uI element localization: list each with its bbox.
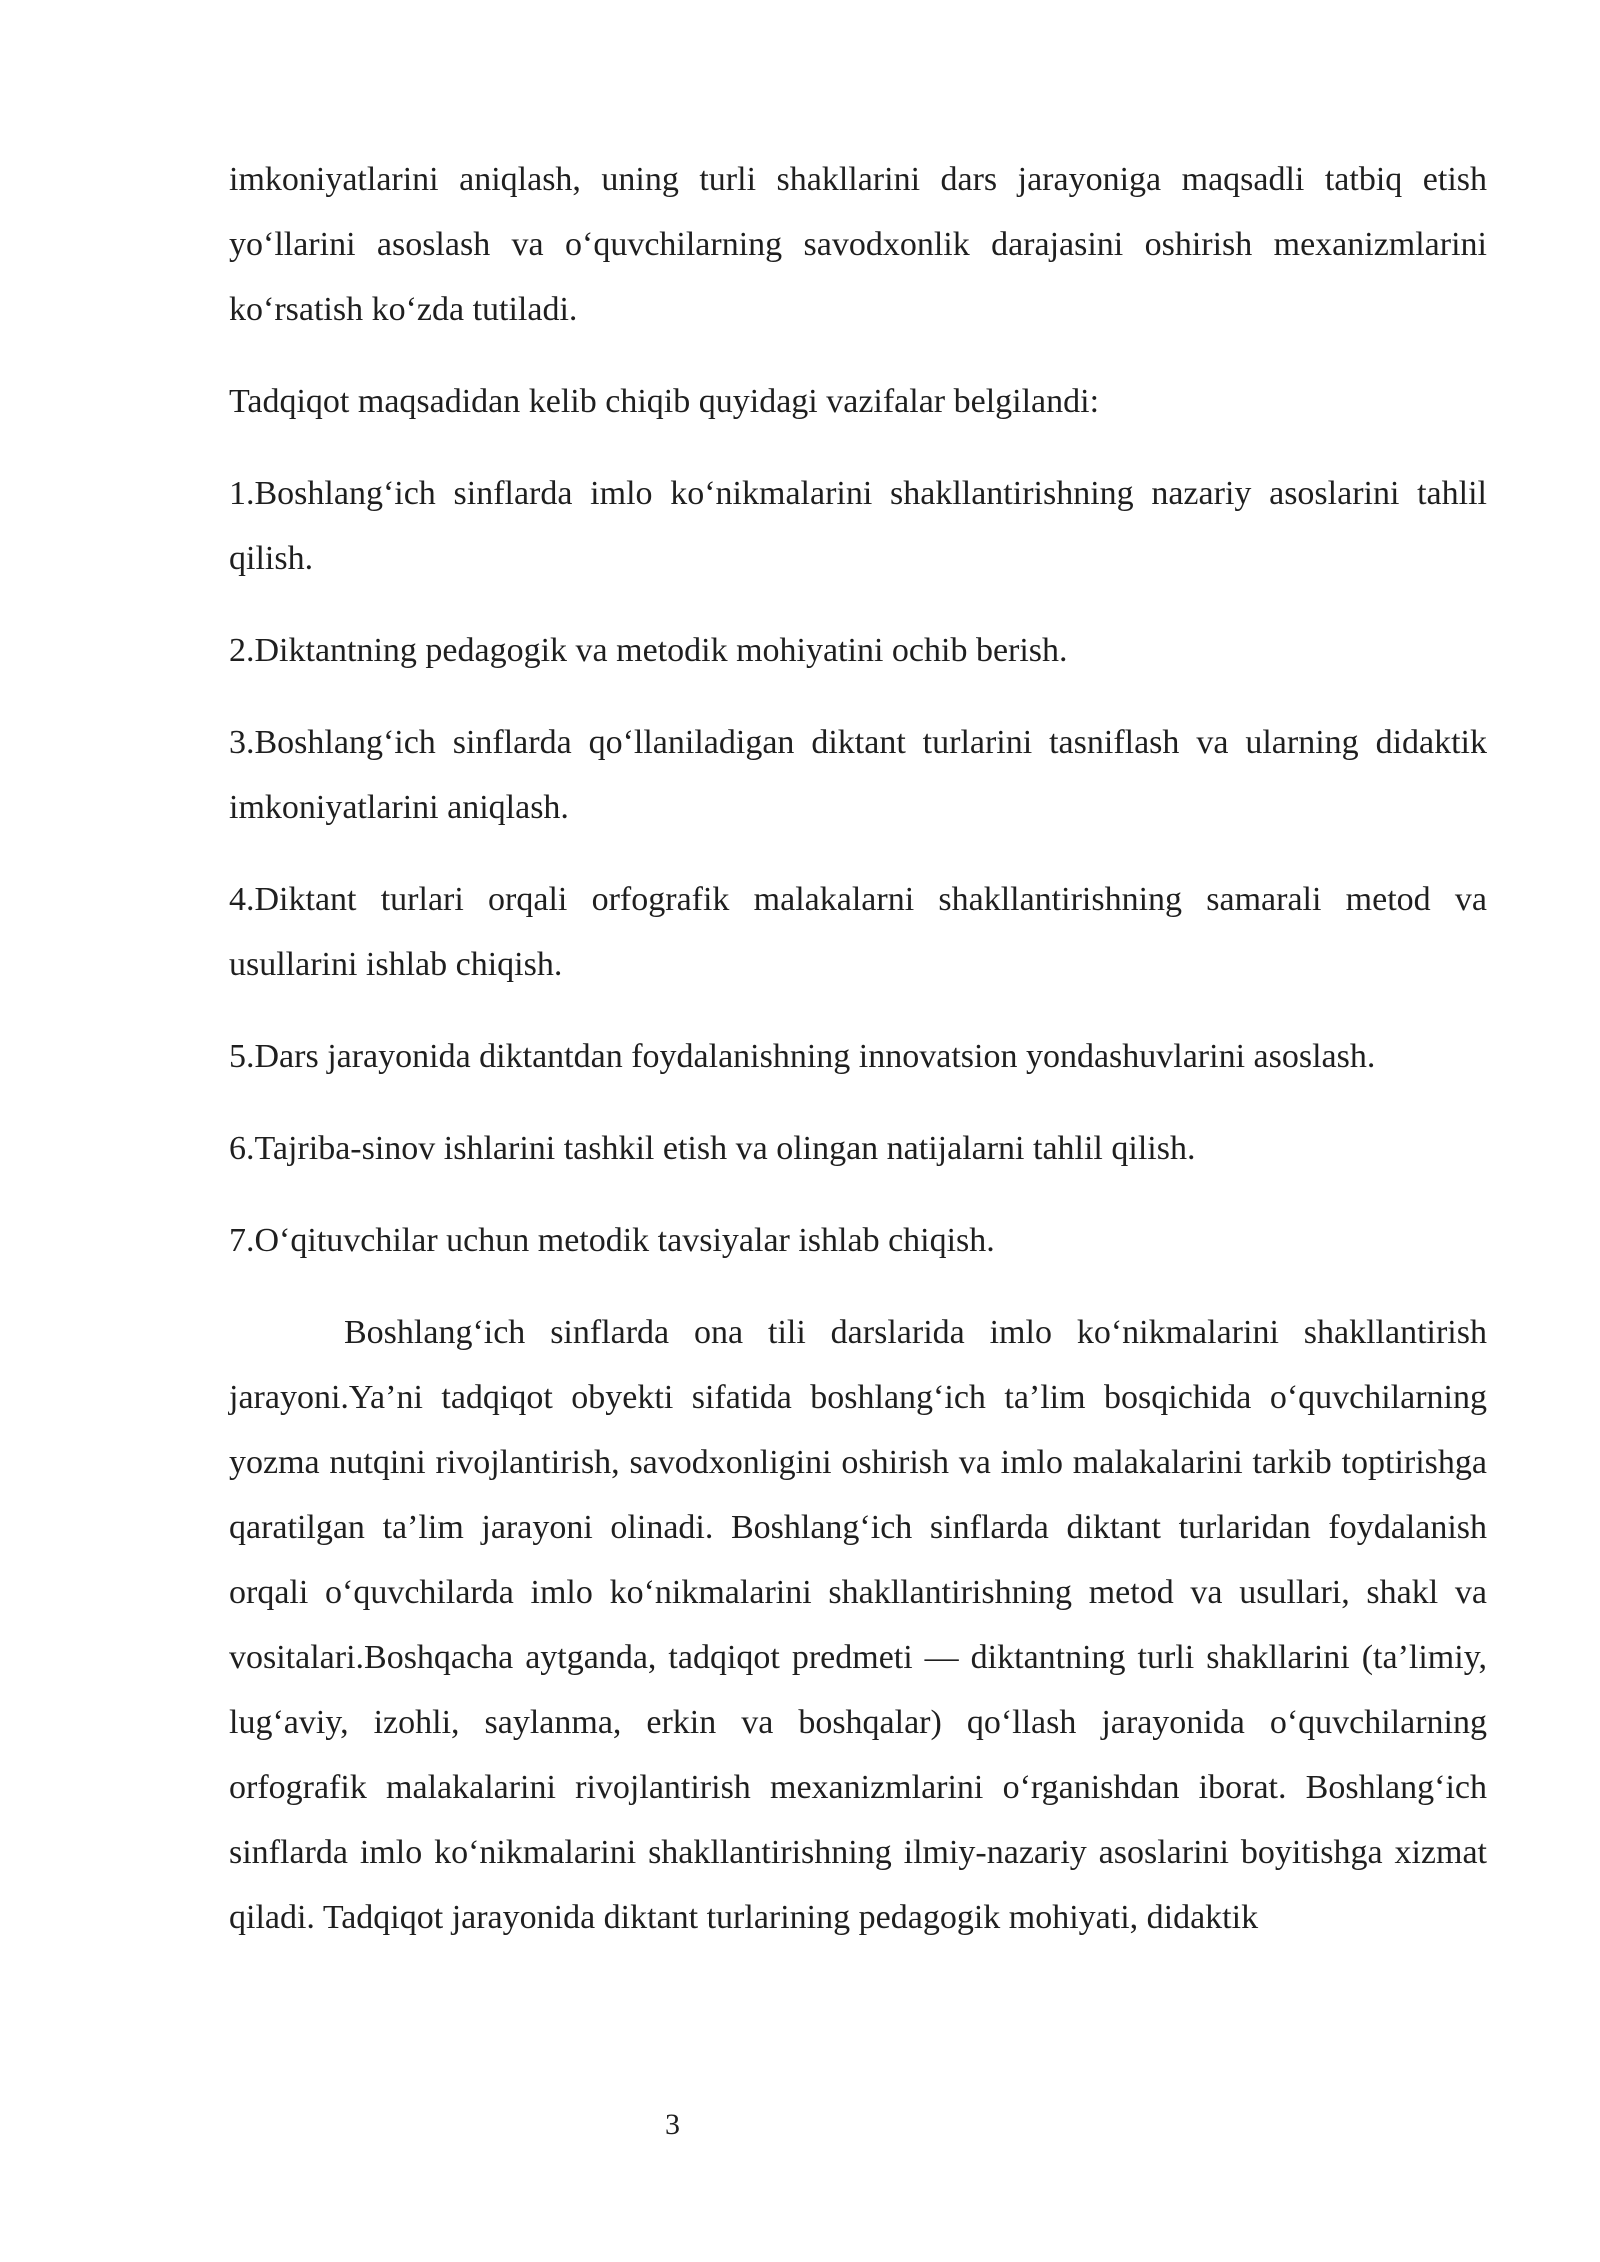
task-item-7: 7.O‘qituvchilar uchun metodik tavsiyalar ishlab chiqish.: [229, 1222, 995, 1259]
body-paragraph: Boshlang‘ich sinflarda ona tili darslarida imlo ko‘nikmalarini shakllantirish jarayoni.Ya’ni tadqiqot obyekti sifatida boshlang‘ich ta’lim bosqichida o‘quvchilarning yozma nutqini rivojlantirish, savodxonligini oshirish va imlo malakalarini tarkib toptirishga qaratilgan ta’lim jarayoni olinadi. Boshlang‘ich sinflarda diktant turlaridan foydalanish orqali o‘quvchilarda imlo ko‘nikmalarini shakllantirishning metod va usullari, shakl va vositalari.Boshqacha aytganda, tadqiqot predmeti — diktantning turli shakllarini (ta’limiy, lug‘aviy, izohli, saylanma, erkin va boshqalar) qo‘llash jarayonida o‘quvchilarning orfografik malakalarini rivojlantirish mexanizmlarini o‘rganishdan iborat. Boshlang‘ich sinflarda imlo ko‘nikmalarini shakllantirishning ilmiy-nazariy asoslarini boyitishga xizmat qiladi. Tadqiqot jarayonida diktant turlarining pedagogik mohiyati, didaktik: [229, 1314, 1487, 1936]
task-item-5: 5.Dars jarayonida diktantdan foydalanishning innovatsion yondashuvlarini asoslash.: [229, 1038, 1376, 1075]
task-item-4: 4.Diktant turlari orqali orfografik malakalarni shakllantirishning samarali metod va usullarini ishlab chiqish.: [229, 881, 1487, 983]
task-item-2: 2.Diktantning pedagogik va metodik mohiyatini ochib berish.: [229, 632, 1068, 669]
task-item-6: 6.Tajriba-sinov ishlarini tashkil etish va olingan natijalarni tahlil qilish.: [229, 1130, 1196, 1167]
task-item-3: 3.Boshlang‘ich sinflarda qo‘llaniladigan diktant turlarini tasniflash va ularning didaktik imkoniyatlarini aniqlash.: [229, 724, 1487, 826]
task-item-1: 1.Boshlang‘ich sinflarda imlo ko‘nikmalarini shakllantirishning nazariy asoslarini tahlil qilish.: [229, 475, 1487, 577]
intro-paragraph: imkoniyatlarini aniqlash, uning turli shakllarini dars jarayoniga maqsadli tatbiq etish yo‘llarini asoslash va o‘quvchilarning savodxonlik darajasini oshirish mexanizmlarini ko‘rsatish ko‘zda tutiladi.: [229, 161, 1487, 328]
page-content: [229, 147, 1487, 1977]
tasks-heading: Tadqiqot maqsadidan kelib chiqib quyidagi vazifalar belgilandi:: [229, 383, 1100, 420]
page-number: 3: [665, 2108, 680, 2141]
